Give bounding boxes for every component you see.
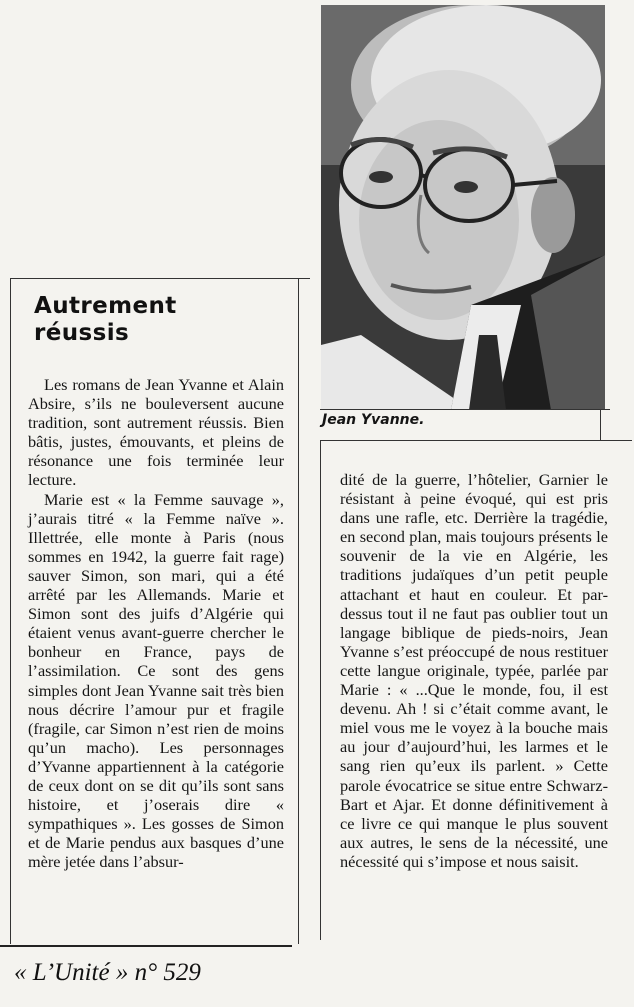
article-column-2	[340, 470, 608, 871]
photo-caption: Jean Yvanne.	[322, 412, 425, 428]
title-line-1: Autrement	[34, 293, 177, 319]
caption-rule-top	[320, 409, 610, 410]
title-line-2: réussis	[34, 320, 130, 346]
right-column-top-rule	[320, 440, 632, 441]
right-column-left-rule	[320, 440, 321, 940]
paragraph: dité de la guerre, l’hôtelier, Garnier le résistant à peine évoqué, qui est pris dans une rafle, etc. Derrière la tragédie, en second plan, mais toujours présents le souvenir de la vie en Algérie, les traditions judaïques d’un petit peuple attachant et haut en couleur. Et par-dessus tout il ne faut pas oublier tout un langage biblique de pieds-noirs, Jean Yvanne s’est préoccupé de nous restituer cette langue originale, typée, parlée par Marie : « ...Que le monde, fou, il est devenu. Ah ! si c’était comme avant, le miel vous me le voyez à la bouche mais au jour d’aujourd’hui, les larmes et le sang rien qu’eux ils parlent. » Cette parole évocatrice se situe entre Schwarz-Bart et Ajar. Et donne définitivement à ce livre ce qui manque le plus souvent aux autres, le sens de la nécessité, une nécessité qui s’impose et nous saisit.	[340, 470, 608, 871]
paragraph: Les romans de Jean Yvanne et Alain Absire, s’ils ne bouleversent aucune tradition, sont autrement réussis. Bien bâtis, justes, émouvants, et pleins de résonance une fois terminée leur lecture.	[28, 375, 284, 490]
left-column-top-rule	[10, 278, 310, 279]
caption-rule-right	[600, 410, 601, 440]
left-column-right-rule	[298, 278, 299, 944]
source-label: « L’Unité » n° 529	[14, 959, 201, 986]
footer-rule	[0, 945, 292, 947]
article-title	[34, 293, 274, 347]
paragraph: Marie est « la Femme sauvage », j’aurais titré « la Femme naïve ». Illettrée, elle monte à Paris (nous sommes en 1942, la guerre fait rage) sauver Simon, son mari, qui a été arrêté par les Allemands. Marie et Simon sont des juifs d’Algérie qui étaient venus avant-guerre chercher le bonheur en France, pays de l’assimilation. Ce sont des gens simples dont Jean Yvanne sait très bien nous décrire l’amour pur et fragile (fragile, car Simon n’est rien de moins qu’un macho). Les personnages d’Yvanne appartiennent à la catégorie de ceux dont on se dit qu’ils sont sans histoire, et j’oserais dire « sympathiques ». Les gosses de Simon et de Marie pendus aux basques d’une mère jetée dans l’absur-	[28, 489, 284, 872]
author-photo	[321, 5, 605, 410]
left-column-border	[10, 278, 11, 944]
article-column-1	[28, 375, 284, 871]
